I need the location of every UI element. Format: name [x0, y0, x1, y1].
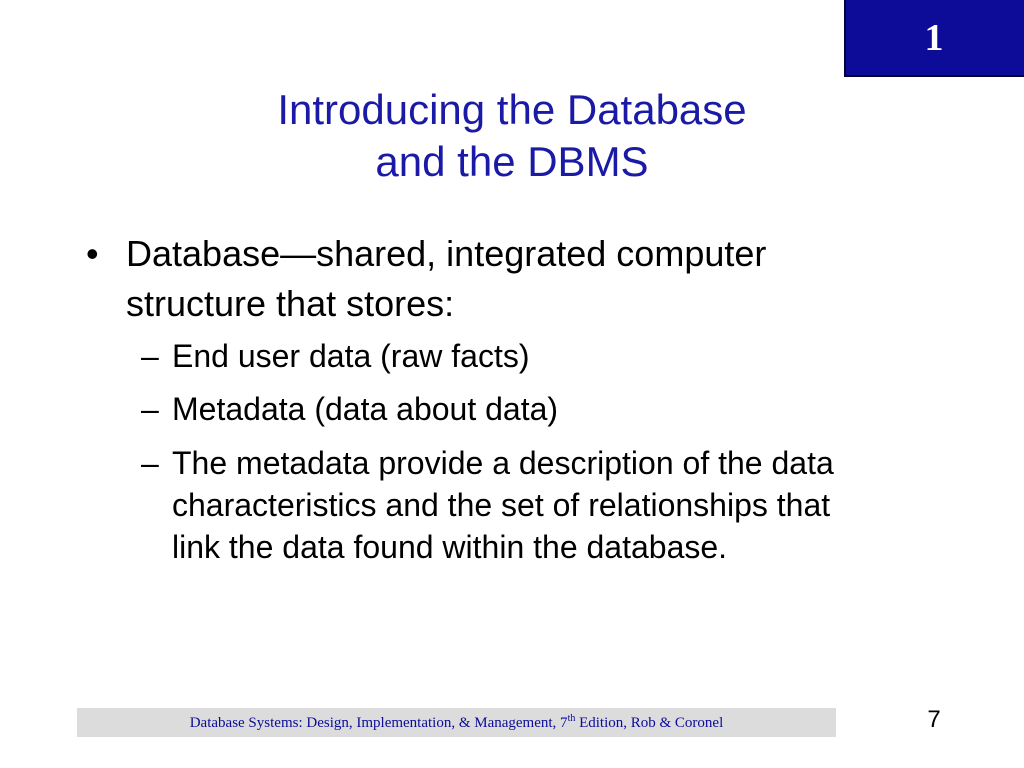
subitem-marker-2: –	[141, 391, 159, 427]
subitem-3-line-2: characteristics and the set of relationships that	[172, 487, 831, 523]
subitem-1-line-1: End user data (raw facts)	[172, 338, 530, 374]
main-bullet-line-1: Database—shared, integrated computer	[126, 233, 767, 274]
main-bullet-line-2: structure that stores:	[126, 283, 455, 324]
subitem-text-3	[172, 442, 972, 568]
subitem-3-line-3: link the data found within the database.	[172, 529, 728, 565]
subitem-text-1	[172, 335, 972, 377]
title-line-1: Introducing the Database	[277, 86, 747, 133]
subitem-marker-1: –	[141, 338, 159, 374]
footer-text-after: Edition, Rob & Coronel	[575, 715, 724, 731]
main-bullet-text	[126, 229, 886, 329]
subitem-text-2	[172, 388, 972, 430]
subitem-marker-3: –	[141, 445, 159, 481]
chapter-number: 1	[924, 17, 944, 59]
footer-superscript: th	[567, 713, 576, 724]
main-bullet-marker: •	[86, 233, 99, 274]
subitem-2-line-1: Metadata (data about data)	[172, 391, 559, 427]
page-number: 7	[927, 706, 941, 733]
subitem-3-line-1: The metadata provide a description of the data	[172, 445, 834, 481]
footer-bar	[77, 708, 836, 737]
footer-citation	[77, 708, 836, 737]
title-line-2: and the DBMS	[375, 138, 649, 185]
footer-text-before: Database Systems: Design, Implementation, & Management, 7	[189, 715, 568, 731]
